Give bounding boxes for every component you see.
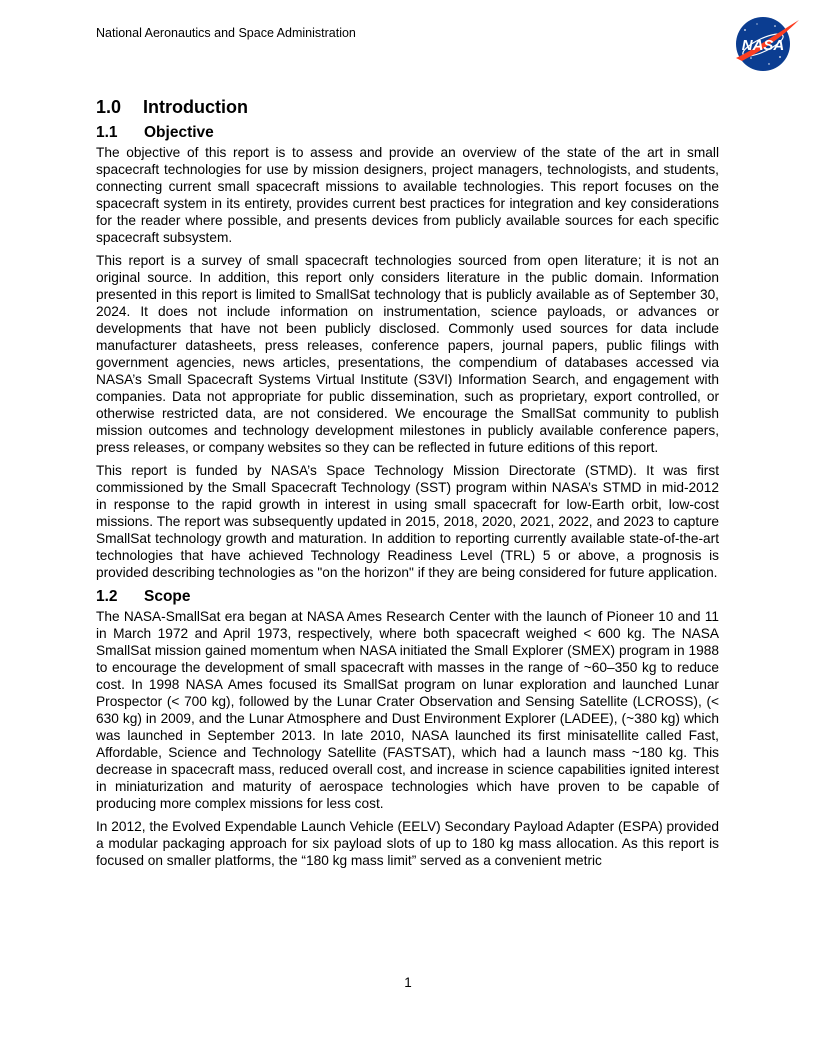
paragraph-scope-history: The NASA-SmallSat era began at NASA Ames Research Center with the launch of Pioneer 10 and 11 in March 1972 and April 1973, respectively, where both spacecraft weighed < 600 kg. The NASA SmallSat mission gained momentum when NASA initiated the Small Explorer (SMEX) program in 1988 to encourage the development of small spacecraft with masses in the range of ~60–350 kg to reduce cost. In 1998 NASA Ames focused its SmallSat program on lunar exploration and launched Lunar Prospector (< 700 kg), followed by the Lunar Crater Observation and Sensing Satellite (LCROSS), (< 630 kg) in 2009, and the Lunar Atmosphere and Dust Environment Explorer (LADEE), (~380 kg) which was launched in September 2013. In late 2010, NASA launched its first minisatellite called Fast, Affordable, Science and Technology Satellite (FASTSAT), which had a launch mass ~180 kg. This decrease in spacecraft mass, reduced overall cost, and increase in science capabilities ignited interest in miniaturization and maturity of aerospace technologies which have proven to be capable of producing more complex missions for less cost. <box>96 609 719 811</box>
subsection-number: 1.1 <box>96 124 118 141</box>
subsection-title: Scope <box>144 588 191 605</box>
document-body <box>96 96 719 875</box>
paragraph-objective-funding: This report is funded by NASA’s Space Technology Mission Directorate (STMD). It was first commissioned by the Small Spacecraft Technology (SST) program within NASA’s STMD in mid-2012 in response to the rapid growth in interest in using small spacecraft for low-Earth orbit, low-cost missions. The report was subsequently updated in 2015, 2018, 2020, 2021, 2022, and 2023 to capture SmallSat technology growth and maturation. In addition to reporting currently available state-of-the-art technologies that have achieved Technology Readiness Level (TRL) 5 or above, a prognosis is provided describing technologies as "on the horizon" if they are being considered for future application. <box>96 463 719 580</box>
subsection-number: 1.2 <box>96 588 118 605</box>
logo-wordmark: NASA <box>741 37 785 54</box>
page-number: 1 <box>404 975 412 990</box>
paragraph-objective-sources: This report is a survey of small spacecraft technologies sourced from open literature; it is not an original source. In addition, this report only considers literature in the public domain. Information presented in this report is limited to SmallSat technology that is publicly available as of September 30, 2024. It does not include information on instrumentation, science payloads, or advances or developments that have not been publicly disclosed. Commonly used sources for data include manufacturer datasheets, press releases, conference papers, journal papers, public filings with government agencies, news articles, presentations, the compendium of databases accessed via NASA’s Small Spacecraft Systems Virtual Institute (S3VI) Information Search, and engagement with companies. Data not appropriate for public dissemination, such as proprietary, export controlled, or otherwise restricted data, are not considered. We encourage the SmallSat community to publish mission outcomes and technology development milestones in publicly available conference papers, press releases, or company websites so they can be reflected in future editions of this report. <box>96 253 719 455</box>
section-heading-introduction <box>96 96 719 118</box>
paragraph-objective-purpose: The objective of this report is to assess and provide an overview of the state of the art in small spacecraft technologies for use by mission designers, project managers, technologists, and students, connecting current small spacecraft missions to available technologies. This report focuses on the spacecraft system in its entirety, provides current best practices for integration and key considerations for the reader where possible, and presents devices from publicly available sources for each specific spacecraft subsystem. <box>96 145 719 245</box>
subsection-heading-scope <box>96 587 719 606</box>
header-agency-name: National Aeronautics and Space Administration <box>96 26 356 40</box>
section-number: 1.0 <box>96 97 122 117</box>
nasa-logo <box>733 14 801 72</box>
subsection-title: Objective <box>144 124 214 141</box>
paragraph-scope-espa: In 2012, the Evolved Expendable Launch Vehicle (EELV) Secondary Payload Adapter (ESPA) provided a modular packaging approach for six payload slots of up to 180 kg mass allocation. As this report is focused on smaller platforms, the “180 kg mass limit” served as a convenient metric <box>96 819 719 868</box>
subsection-heading-objective <box>96 123 719 142</box>
section-title: Introduction <box>143 97 248 117</box>
